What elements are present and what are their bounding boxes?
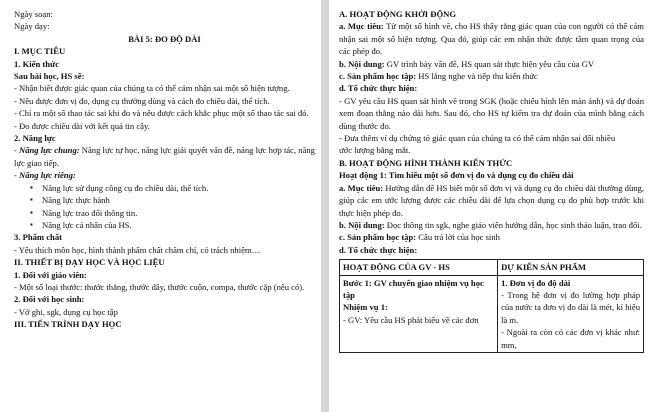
document-page-right xyxy=(329,0,650,412)
line-lead-label: c. Sản phẩm học tập: xyxy=(339,71,417,82)
left-page-line xyxy=(14,144,315,169)
left-page-line: - Chỉ ra một số thao tác sai khi đo và nêu được cách khắc phục một số thao tác sai đó. xyxy=(14,108,309,119)
right-page-line: - Đưa thêm ví dụ chứng tỏ giác quan của chúng ta có thể cảm nhận sai đối nhiều xyxy=(339,133,616,144)
right-page-line xyxy=(339,182,644,219)
document-page-left xyxy=(0,0,321,412)
line-body-text: HS lắng nghe và tiếp thu kiến thức xyxy=(416,71,538,82)
left-page-line: - Nhận biết được giác quan của chúng ta có thể cảm nhận sai một số hiện tượng. xyxy=(14,83,290,94)
activity-table xyxy=(339,259,644,353)
table-col1-line: Nhiệm vụ 1: xyxy=(343,302,388,313)
left-page-line: 1. Kiến thức xyxy=(14,58,60,69)
line-body-text: Hướng dẫn để HS biết một số đơn vị và dụng cụ đo chiều dài thường dùng, giúp các em ước lượng được các chiều dài để lựa chọn dụng cụ đo phù hợp trước khi thực hiện phép đo. xyxy=(339,182,644,218)
left-page-line: ▪ Năng lực sử dụng công cụ đo chiều dài, thể tích. xyxy=(14,182,315,194)
left-page-line: - Đo được chiều dài với kết quả tin cậy. xyxy=(14,120,150,131)
table-header-row xyxy=(340,260,644,275)
line-lead-label: - Năng lực chung: xyxy=(14,145,80,156)
line-lead-label: a. Mục tiêu: xyxy=(339,21,384,32)
lesson-title: BÀI 5: ĐO ĐỘ DÀI xyxy=(128,33,201,44)
left-page-line: ▪ Năng lực cá nhân của HS. xyxy=(14,219,315,231)
left-page-line: - Yêu thích môn học, hình thành phẩm chất chăm chỉ, có trách nhiệm… xyxy=(14,244,261,255)
table-cell-product xyxy=(498,275,644,352)
table-cell-activity xyxy=(340,275,498,352)
left-page-line: I. MỤC TIÊU xyxy=(14,46,66,57)
line-body-text: Đọc thông tin sgk, nghe giáo viên hướng dẫn, học sinh thảo luận, trao đổi. xyxy=(384,219,642,230)
table-row xyxy=(340,275,644,352)
left-page-line: Sau bài học, HS sẽ: xyxy=(14,71,85,82)
line-lead-label: b. Nội dung: xyxy=(339,219,385,230)
right-page-line xyxy=(339,58,644,70)
table-col1-line: Bước 1: GV chuyển giao nhiệm vụ học tập xyxy=(343,277,484,300)
left-page-line: Ngày dạy: xyxy=(14,21,50,32)
right-page-line: A. HOẠT ĐỘNG KHỞI ĐỘNG xyxy=(339,9,457,19)
table-col1-line: - GV: Yêu cầu HS phát biểu về các đơn xyxy=(343,314,479,325)
line-body-text: Năng lực tự học, năng lực giải quyết vấn đề, năng lực hợp tác, năng lực giao tiếp. xyxy=(14,145,315,168)
left-page-line: - Một số loại thước: thước thẳng, thước dây, thước cuộn, compa, thước cặp (nếu có). xyxy=(14,281,305,292)
left-page-line: - Nêu được đơn vị đo, dụng cụ thường dùng và cách đo chiều dài, thể tích. xyxy=(14,95,270,106)
line-lead-label: a. Mục tiêu: xyxy=(339,182,384,193)
line-lead-label: c. Sản phẩm học tập: xyxy=(339,232,417,243)
right-page-line xyxy=(339,231,644,243)
table-col2-line: - Trong hệ đơn vị đo lường hợp pháp của nước ta đơn vị đo dài là mét, kí hiệu là m. xyxy=(501,289,640,325)
right-page-line xyxy=(339,219,644,231)
right-page-line: Hoạt động 1: Tìm hiểu một số đơn vị đo và dụng cụ đo chiều dài xyxy=(339,170,574,181)
right-page-text xyxy=(339,8,644,256)
table-header-expected-product: DỰ KIẾN SẢN PHẨM xyxy=(498,260,644,275)
right-page-line xyxy=(339,20,644,57)
left-page-line: II. THIẾT BỊ DẠY HỌC VÀ HỌC LIỆU xyxy=(14,257,165,268)
right-page-line: d. Tổ chức thực hiện: xyxy=(339,83,418,94)
right-page-line: ước lượng bằng mắt. xyxy=(339,145,411,156)
left-page-line: Ngày soạn: xyxy=(14,9,53,19)
right-page-line: B. HOẠT ĐỘNG HÌNH THÀNH KIẾN THỨC xyxy=(339,157,513,168)
left-page-line: - Năng lực riêng: xyxy=(14,170,76,181)
table-col2-line: 1. Đơn vị đo độ dài xyxy=(501,277,571,288)
left-page-line: ▪ Năng lực trao đổi thông tin. xyxy=(14,207,315,219)
table-col2-line: - Ngoài ra còn có các đơn vị khác như: mm, xyxy=(501,327,640,350)
right-page-line: - GV yêu cầu HS quan sát hình vẽ trong SGK (hoặc chiếu hình lên màn ảnh) và dự đoán xem đoạn thẳng nào dài hơn. Sau đó, cho HS tự kiểm tra dự đoán của mình bằng cách dùng thước đo. xyxy=(339,95,644,131)
line-body-text: Câu trả lời của học sinh xyxy=(416,232,500,243)
line-lead-label: b. Nội dung: xyxy=(339,58,385,69)
left-page-line: 2. Năng lực xyxy=(14,133,56,144)
left-page-line: III. TIẾN TRÌNH DẠY HỌC xyxy=(14,319,122,330)
left-page-line: 1. Đối với giáo viên: xyxy=(14,269,87,280)
left-page-line: ▪ Năng lực thực hành xyxy=(14,194,315,206)
left-page-line: - Vở ghi, sgk, dụng cụ học tập xyxy=(14,306,118,317)
line-body-text: Từ một số hình vẽ, cho HS thấy rằng giác quan của con người có thể cảm nhận sai một số hiện tượng. Qua đó, giúp các em nhận thức được tầm quan trọng của các phép đo. xyxy=(339,21,644,57)
right-page-line xyxy=(339,70,644,82)
left-page-line: 3. Phẩm chất xyxy=(14,232,62,243)
left-page-line: 2. Đối với học sinh: xyxy=(14,294,85,305)
right-page-line: d. Tổ chức thực hiện: xyxy=(339,244,418,255)
line-body-text: GV trình bày vấn đề, HS quan sát thực hiện yêu cầu của GV xyxy=(384,58,595,69)
table-header-teacher-student: HOẠT ĐỘNG CỦA GV - HS xyxy=(340,260,498,275)
